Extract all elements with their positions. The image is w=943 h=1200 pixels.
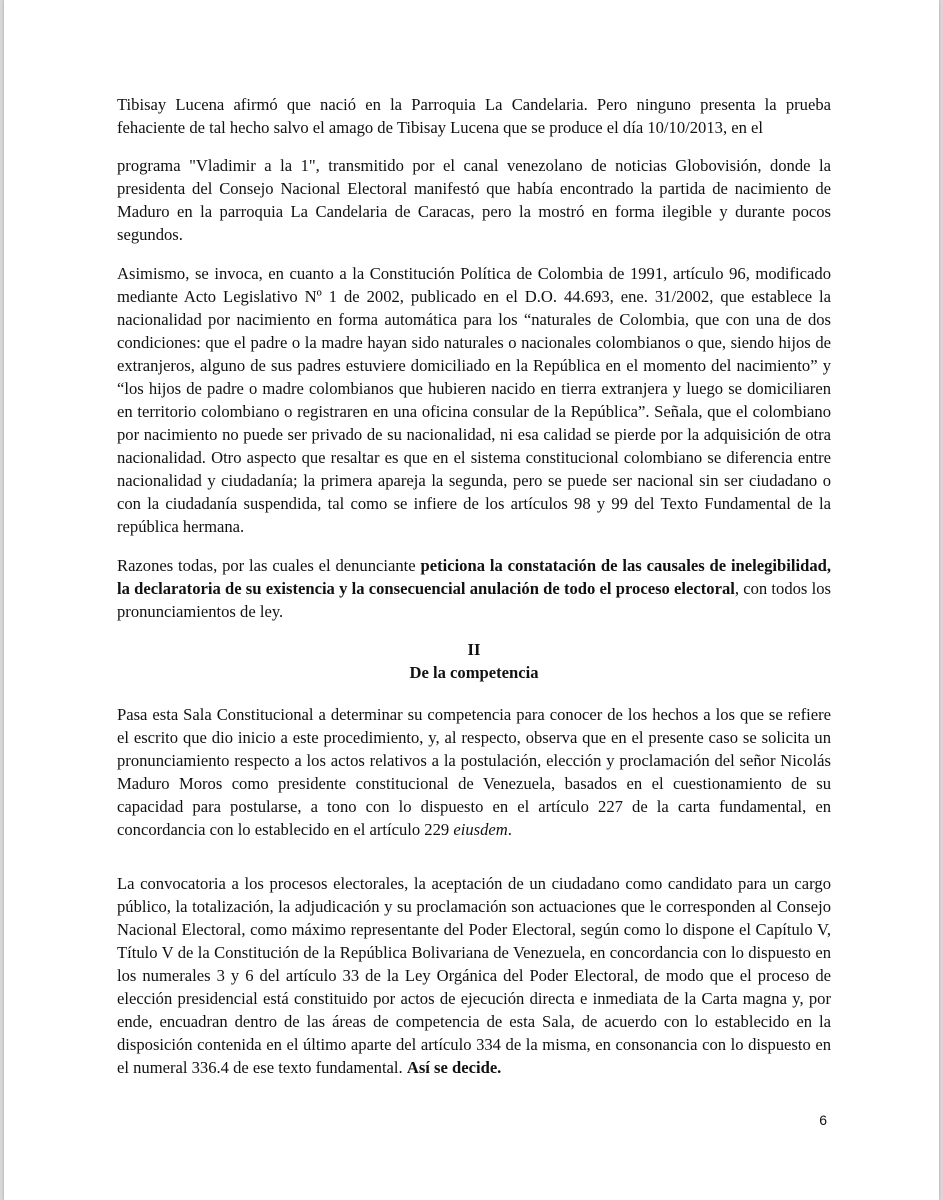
page-number: 6 [819, 1112, 827, 1128]
paragraph-4-end: , con todos los pronunciamientos de ley. [117, 579, 831, 621]
section-number: II [467, 640, 481, 659]
paragraph-4-start: Razones todas, por las cuales el denunciante [117, 556, 421, 575]
paragraph-5 [117, 703, 831, 841]
paragraph-2 [117, 154, 831, 246]
paragraph-6 [117, 872, 831, 1079]
paragraph-4 [117, 554, 831, 623]
document-page [4, 0, 939, 1200]
section-title: De la competencia [409, 663, 539, 682]
paragraph-3-text: Asimismo, se invoca, en cuanto a la Constitución Política de Colombia de 1991, artículo 96, modificado mediante Acto Legislativo Nº 1 de 2002, publicado en el D.O. 44.693, ene. 31/2002, que establece la nacionalidad por nacimiento en forma automática para los “naturales de Colombia, que con una de dos condiciones: que el padre o la madre hayan sido naturales o nacionales colombianos o que, siendo hijos de extranjeros, alguno de sus padres estuviere domiciliado en la República en el momento del nacimiento” y “los hijos de padre o madre colombianos que hubieren nacido en tierra extranjera y luego se domiciliaren en territorio colombiano o registraren en una oficina consular de la República”. Señala, que el colombiano por nacimiento no puede ser privado de su nacionalidad, ni esa calidad se pierde por la adquisición de otra nacionalidad. Otro aspecto que resaltar es que en el sistema constitucional colombiano se diferencia entre nacionalidad y ciudadanía; la primera apareja la segunda, pero se puede ser nacional sin ser ciudadano o con la ciudadanía suspendida, tal como se infiere de los artículos 98 y 99 del Texto Fundamental de la república hermana. [117, 264, 831, 536]
paragraph-1-text: Tibisay Lucena afirmó que nació en la Parroquia La Candelaria. Pero ninguno presenta la prueba fehaciente de tal hecho salvo el amago de Tibisay Lucena que se produce el día 10/10/2013, en el [117, 95, 831, 137]
paragraph-4-bold: peticiona la constatación de las causales de inelegibilidad, la declaratoria de su existencia y la consecuencial anulación de todo el proceso electoral [117, 556, 831, 598]
paragraph-1 [117, 93, 831, 139]
paragraph-5-text: Pasa esta Sala Constitucional a determinar su competencia para conocer de los hechos a los que se refiere el escrito que dio inicio a este procedimiento, y, al respecto, observa que en el presente caso se solicita un pronunciamiento respecto a los actos relativos a la postulación, elección y proclamación del señor Nicolás Maduro Moros como presidente constitucional de Venezuela, basados en el cuestionamiento de su capacidad para postularse, a tono con lo dispuesto en el artículo 227 de la carta fundamental, en concordancia con lo establecido en el artículo 229 [117, 705, 831, 839]
paragraph-5-end: . [507, 820, 512, 839]
paragraph-2-text: programa "Vladimir a la 1", transmitido por el canal venezolano de noticias Globovisión, donde la presidenta del Consejo Nacional Electoral manifestó que había encontrado la partida de nacimiento de Maduro en la parroquia La Candelaria de Caracas, pero la mostró en forma ilegible y durante pocos segundos. [117, 156, 831, 244]
paragraph-5-italic: eiusdem [453, 820, 508, 839]
paragraph-6-text: La convocatoria a los procesos electorales, la aceptación de un ciudadano como candidato para un cargo público, la totalización, la adjudicación y su proclamación son actuaciones que le corresponden al Consejo Nacional Electoral, como máximo representante del Poder Electoral, según como lo dispone el Capítulo V, Título V de la Constitución de la República Bolivariana de Venezuela, en concordancia con lo dispuesto en los numerales 3 y 6 del artículo 33 de la Ley Orgánica del Poder Electoral, de modo que el proceso de elección presidencial está constituido por actos de ejecución directa e inmediata de la Carta magna y, por ende, encuadran dentro de las áreas de competencia de esta Sala, de acuerdo con lo establecido en la disposición contenida en el último aparte del artículo 334 de la misma, en consonancia con lo dispuesto en el numeral 336.4 de ese texto fundamental. [117, 874, 831, 1077]
paragraph-3 [117, 262, 831, 538]
paragraph-6-bold: Así se decide. [406, 1058, 502, 1077]
